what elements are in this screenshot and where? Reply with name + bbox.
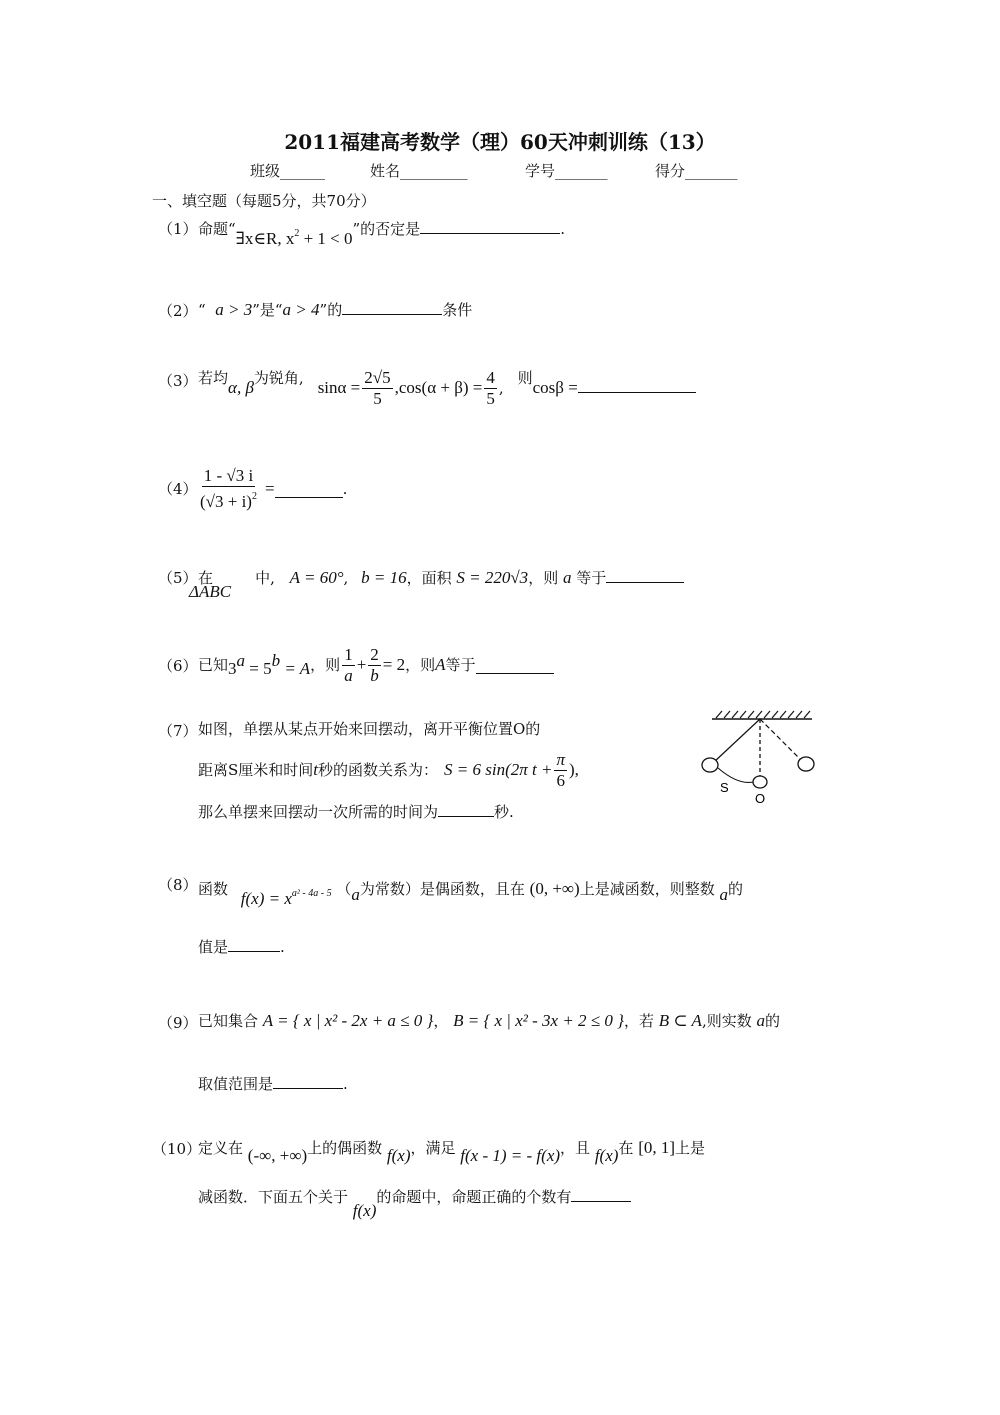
math-expression: $3^a = 5^b = A$	[228, 651, 311, 678]
question-number: （10）	[152, 1140, 202, 1158]
fraction: $\frac{2√5}{5}$	[364, 367, 391, 408]
question-7-line-1: 如图，单摆从某点开始来回摆动，离开平衡位置O的	[198, 720, 541, 738]
math-expression: α, β	[228, 378, 254, 397]
question-10-line-1: 定义在 (-∞, +∞)上的偶函数 f(x)，满足 f(x - 1) = - f(x)，且 f(x)在 [0, 1]上是	[198, 1138, 706, 1165]
answer-blank	[342, 298, 442, 315]
math-expression: f(x - 1) = - f(x)	[460, 1146, 561, 1165]
question-number: （1）	[158, 220, 198, 238]
student-id-field: 学号_______	[525, 162, 608, 180]
answer-blank	[273, 1072, 343, 1089]
question-number: （8）	[158, 876, 198, 894]
page-title: 2011福建高考数学（理）60天冲刺训练（13）	[284, 130, 716, 154]
question-number: （4）	[158, 480, 198, 498]
question-9-line-2: 取值范围是 .	[198, 1072, 348, 1094]
answer-blank	[228, 935, 280, 952]
math-expression: $f(x) = x^{a^2 - 4a - 5}$	[240, 888, 332, 908]
question-text: 命题“	[198, 220, 236, 238]
pendulum-string-left	[714, 719, 760, 762]
answer-blank	[578, 376, 696, 393]
math-expression: A = { x | x² - 2x + a ≤ 0 }	[262, 1011, 434, 1030]
pendulum-bob-right	[798, 757, 814, 771]
math-expression: a	[562, 568, 572, 587]
question-10-line-2: 减函数．下面五个关于 f(x)的命题中，命题正确的个数有	[198, 1185, 631, 1207]
question-number: （7）	[158, 722, 198, 740]
label-s: S	[720, 780, 729, 795]
fraction: $\frac{2}{b}$	[370, 644, 379, 685]
math-expression: cosβ =	[532, 378, 578, 397]
question-1: 命题“∃x∈R, $x^2 + 1 < 0$”的否定是 .	[198, 214, 565, 239]
answer-blank	[275, 481, 343, 498]
math-expression: B = { x | x² - 3x + 2 ≤ 0 }	[453, 1011, 624, 1030]
fraction: $\frac{1 - √3 i}{(√3 + i)^2}$	[200, 466, 257, 511]
math-expression: f(x)	[386, 1146, 411, 1165]
score-field: 得分_______	[655, 162, 738, 180]
math-expression: f(x)	[352, 1201, 377, 1220]
answer-blank	[476, 657, 554, 674]
label-o: O	[755, 791, 766, 806]
pendulum-figure	[690, 705, 830, 815]
math-expression: S = 6 sin(2π t +	[444, 760, 553, 779]
question-number: （9）	[158, 1014, 198, 1032]
math-expression: (-∞, +∞)	[247, 1146, 308, 1165]
math-expression: sinα =	[317, 378, 361, 397]
section-heading: 一、填空题（每题5分，共70分）	[152, 192, 376, 210]
question-3: 若均 α, β 为锐角, sinα = $\frac{2√5}{5}$ ,cos(α + β) = $\frac{4}{5}$ , 则 cosβ =	[198, 360, 696, 416]
math-expression: a > 4	[282, 300, 320, 319]
question-number: （5）	[158, 569, 198, 587]
question-text: ”的否定是	[352, 220, 421, 238]
question-number: （2）	[158, 302, 198, 320]
pendulum-string-right	[760, 719, 800, 759]
class-field: 班级______	[250, 162, 326, 180]
fraction: $\frac{\pi}{6}$	[556, 749, 565, 790]
ceiling-hatch	[716, 711, 810, 718]
name-field: 姓名_________	[370, 162, 468, 180]
answer-blank	[438, 800, 494, 817]
math-expression: S = 220√3	[456, 568, 529, 587]
question-7-line-2: 距离S厘米和时间 t 秒的函数关系为： S = 6 sin(2π t + $\frac{\pi}{6}$ ),	[198, 749, 579, 790]
question-8-line-1: 函数 $f(x) = x^{a^2 - 4a - 5}$ （a为常数）是偶函数，且在 (0, +∞)上是减函数，则整数 a的	[198, 879, 744, 908]
question-number: （3）	[158, 372, 198, 390]
question-6: 已知 $3^a = 5^b = A$ ，则 $\frac{1}{a}$ + $\frac{2}{b}$ = 2 ，则 A 等于	[198, 638, 554, 692]
question-4: $\frac{1 - √3 i}{(√3 + i)^2}$ = .	[200, 466, 348, 511]
pendulum-bob-left	[702, 758, 718, 772]
math-expression: ,cos(α + β) =	[394, 378, 483, 397]
answer-blank	[571, 1185, 631, 1202]
question-7-line-3: 那么单摆来回摆动一次所需的时间为 秒.	[198, 800, 514, 822]
math-expression: ΔABC	[189, 582, 232, 601]
math-expression: B ⊂ A	[658, 1011, 702, 1030]
pendulum-bob-center	[753, 776, 767, 788]
math-expression: b = 16	[361, 568, 407, 587]
answer-blank	[420, 217, 560, 234]
fraction: $\frac{1}{a}$	[344, 644, 353, 685]
question-8-line-2: 值是 .	[198, 935, 285, 957]
answer-blank	[606, 566, 684, 583]
question-5: 在ΔABC中, A = 60°, b = 16，面积 S = 220√3，则 a 等于	[198, 566, 684, 588]
question-number: （6）	[158, 657, 198, 675]
math-expression: A = 60°	[289, 568, 344, 587]
question-9-line-1: 已知集合 A = { x | x² - 2x + a ≤ 0 }， B = { x | x² - 3x + 2 ≤ 0 }，若 B ⊂ A,则实数 a的	[198, 1011, 781, 1030]
question-2: “ a > 3”是“a > 4”的 条件	[198, 300, 473, 319]
math-expression: a > 3	[215, 300, 253, 319]
math-expression: ∃x∈R, $x^2 + 1 < 0$	[235, 228, 353, 248]
math-expression: (0, +∞)	[529, 879, 580, 898]
fraction: $\frac{4}{5}$	[486, 367, 495, 408]
